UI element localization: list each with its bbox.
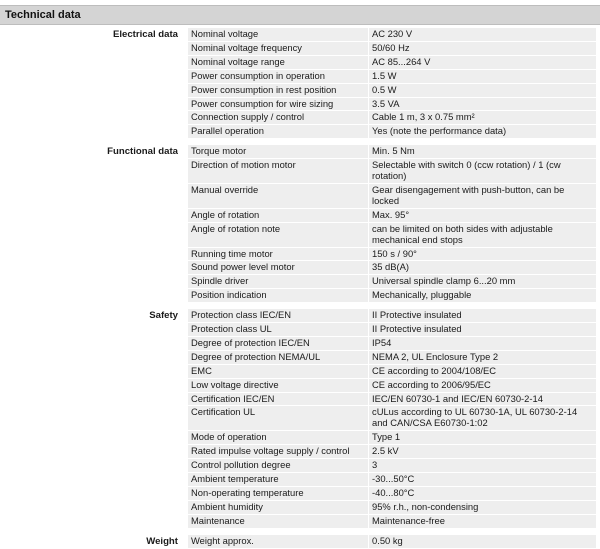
spec-table (188, 534, 596, 548)
spec-name: Power consumption in rest position (191, 83, 337, 95)
table-row (188, 124, 596, 138)
spec-name: Position indication (191, 289, 267, 301)
table-row (188, 458, 596, 472)
spec-name: Power consumption for wire sizing (191, 97, 334, 109)
spec-value: Gear disengagement with push-button, can be locked (368, 184, 596, 208)
spec-name: Weight approx. (191, 534, 254, 546)
section-label: Electrical data (112, 29, 178, 40)
spec-value: 0.5 W (368, 84, 596, 97)
spec-value: 95% r.h., non-condensing (368, 501, 596, 514)
spec-name: Degree of protection IEC/EN (191, 336, 310, 348)
table-row (188, 444, 596, 458)
spec-name: Ambient humidity (191, 500, 263, 512)
table-row (188, 110, 596, 124)
spec-value: AC 230 V (368, 28, 596, 41)
table-row (188, 308, 596, 322)
spec-section (0, 308, 600, 529)
page-title: Technical data (5, 9, 81, 21)
spec-name: Protection class UL (191, 323, 272, 335)
table-row (188, 41, 596, 55)
table-row (188, 69, 596, 83)
spec-value: CE according to 2006/95/EC (368, 379, 596, 392)
spec-table (188, 308, 596, 528)
spec-name: Degree of protection NEMA/UL (191, 350, 321, 362)
table-row (188, 430, 596, 444)
spec-name: Running time motor (191, 247, 273, 259)
spec-value: 50/60 Hz (368, 42, 596, 55)
spec-value: II Protective insulated (368, 309, 596, 322)
spec-name: Maintenance (191, 514, 245, 526)
spec-name: Power consumption in operation (191, 69, 325, 81)
spec-value: IEC/EN 60730-1 and IEC/EN 60730-2-14 (368, 393, 596, 406)
spec-value: 150 s / 90° (368, 248, 596, 261)
table-row (188, 288, 596, 302)
section-label: Functional data (107, 146, 178, 158)
table-row (188, 55, 596, 69)
table-row (188, 364, 596, 378)
spec-table (188, 27, 596, 138)
spec-value: -30...50°C (368, 473, 596, 486)
spec-name: Non-operating temperature (191, 486, 304, 498)
table-row (188, 405, 596, 430)
table-row (188, 392, 596, 406)
spec-section (0, 144, 600, 303)
table-row (188, 27, 596, 41)
table-row (188, 83, 596, 97)
spec-value: Selectable with switch 0 (ccw rotation) / 1 (cw rotation) (368, 159, 596, 183)
spec-value: NEMA 2, UL Enclosure Type 2 (368, 351, 596, 364)
spec-name: Nominal voltage frequency (191, 41, 302, 53)
table-row (188, 144, 596, 158)
spec-name: Nominal voltage range (191, 55, 285, 67)
table-row (188, 336, 596, 350)
spec-name: Rated impulse voltage supply / control (191, 445, 350, 457)
table-row (188, 208, 596, 222)
spec-value: 3 (368, 459, 596, 472)
spec-name: EMC (191, 364, 212, 376)
spec-value: 0.50 kg (368, 535, 596, 548)
table-row (188, 97, 596, 111)
spec-name: Connection supply / control (191, 111, 305, 123)
spec-table (188, 144, 596, 302)
spec-value: cULus according to UL 60730-1A, UL 60730-2-14 and CAN/CSA E60730-1:02 (368, 406, 596, 430)
spec-name: Direction of motion motor (191, 159, 296, 171)
table-row (188, 486, 596, 500)
spec-value: -40...80°C (368, 487, 596, 500)
spec-name: Certification UL (191, 406, 256, 418)
spec-name: Protection class IEC/EN (191, 309, 292, 321)
table-row (188, 350, 596, 364)
table-row (188, 472, 596, 486)
spec-name: Mode of operation (191, 431, 267, 443)
section-label: Safety (149, 310, 178, 322)
spec-name: Angle of rotation (191, 208, 260, 220)
spec-value: 3.5 VA (368, 98, 596, 111)
spec-sections (0, 25, 600, 549)
spec-value: II Protective insulated (368, 323, 596, 336)
table-row (188, 378, 596, 392)
spec-value: 35 dB(A) (368, 261, 596, 274)
spec-value: can be limited on both sides with adjustable mechanical end stops (368, 223, 596, 247)
spec-name: Manual override (191, 183, 259, 195)
section-header (0, 5, 600, 25)
spec-value: Yes (note the performance data) (368, 125, 596, 138)
table-row (188, 158, 596, 183)
spec-name: Parallel operation (191, 125, 264, 137)
spec-value: Min. 5 Nm (368, 145, 596, 158)
spec-name: Control pollution degree (191, 459, 291, 471)
spec-name: Nominal voltage (191, 28, 259, 39)
table-row (188, 222, 596, 247)
spec-name: Ambient temperature (191, 473, 279, 484)
table-row (188, 534, 596, 548)
spec-value: Maintenance-free (368, 515, 596, 528)
spec-value: Max. 95° (368, 209, 596, 222)
table-row (188, 514, 596, 528)
spec-name: Angle of rotation note (191, 222, 281, 234)
table-row (188, 247, 596, 261)
spec-name: Sound power level motor (191, 261, 295, 273)
spec-value: Universal spindle clamp 6...20 mm (368, 275, 596, 288)
table-row (188, 322, 596, 336)
section-label: Weight (146, 535, 178, 547)
spec-value: 2.5 kV (368, 445, 596, 458)
table-row (188, 274, 596, 288)
spec-value: CE according to 2004/108/EC (368, 365, 596, 378)
spec-name: Torque motor (191, 145, 247, 157)
spec-name: Low voltage directive (191, 378, 279, 390)
spec-section (0, 27, 600, 139)
spec-value: Type 1 (368, 431, 596, 444)
spec-value: AC 85...264 V (368, 56, 596, 69)
spec-value: 1.5 W (368, 70, 596, 83)
table-row (188, 260, 596, 274)
spec-name: Certification IEC/EN (191, 392, 275, 404)
spec-section (0, 534, 600, 549)
spec-value: Mechanically, pluggable (368, 289, 596, 302)
spec-value: Cable 1 m, 3 x 0.75 mm² (368, 111, 596, 124)
table-row (188, 183, 596, 208)
spec-name: Spindle driver (191, 275, 249, 287)
spec-value: IP54 (368, 337, 596, 350)
